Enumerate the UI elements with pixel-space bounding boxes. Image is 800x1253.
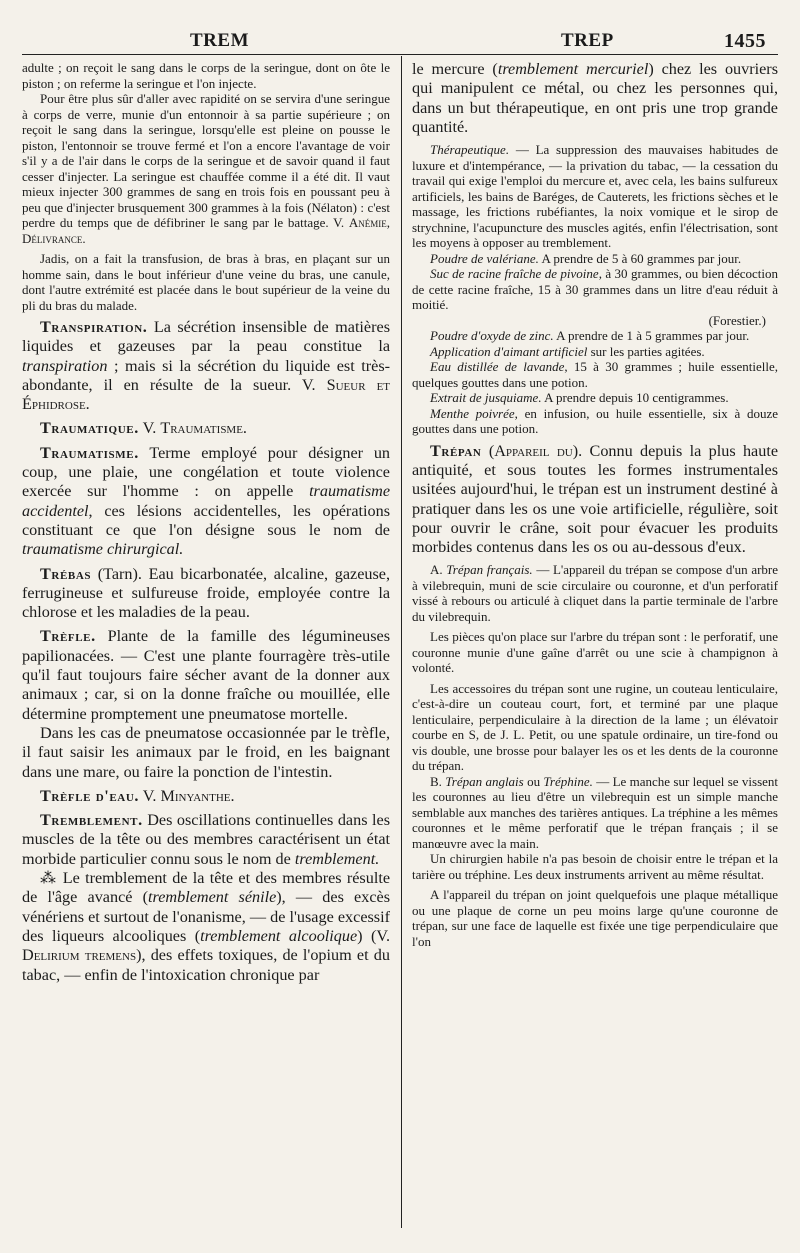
headword: Tremblement. [40, 811, 143, 830]
transfusion-continuation: adulte ; on reçoit le sang dans le corps de la seringue, dont on ôte le piston ; on referme la seringue et l'on injecte. [22, 60, 390, 91]
remedy-valeriane: Poudre de valériane. A prendre de 5 à 60 grammes par jour. [430, 250, 742, 266]
entry-trepan: Trépan (Appareil du). Connu depuis la plus haute antiquité, et sous toutes les formes instrumentales usitées aujourd'hui, le trépan est un instrument destiné à pratiquer dans les os une voie artificielle, régulière, soit pour ouvrir le crâne, soit pour évacuer les produits morbides contenus dans les os ou au-dessous d'eux. [412, 441, 778, 557]
transfusion-paragraph: Pour être plus sûr d'aller avec rapidité on se servira d'une seringue à corps de verre, munie d'un entonnoir à sa partie supérieure ; on reçoit le sang dans la seringue, lorsqu'elle est pleine on pousse le piston, l'entonnoir se trouve fermé et l'on a encore l'avantage de voir s'il y a de l'air dans le corps de la seringue et de savoir quand il faut cesser d'injecter. La seringue est chauffée comme il a été dit. Il vaut mieux injecter 300 grammes de sang en trois fois en poussant peu à peu que d'injecter brusquement 300 grammes à la fois (Nélaton) : c'est perdre du temps que de défibriner le sang par le battage. V. Anémie, Délivrance. [22, 91, 390, 246]
trepan-chirurgien: Un chirurgien habile n'a pas besoin de choisir entre le trépan et la tarière ou tréphine. Les deux instruments arrivent au même résultat. [412, 851, 778, 882]
headword: Traumatique. [40, 419, 139, 438]
trepan-pieces: Les pièces qu'on place sur l'arbre du trépan sont : le perforatif, une couronne munie d'une gaîne d'arrêt ou une scie à champignon à volonté. [412, 629, 778, 676]
running-head-right: TREP [561, 30, 614, 51]
cross-reference: Sueur et Éphidrose. [22, 375, 390, 414]
trepan-appareil: A l'appareil du trépan on joint quelquefois une plaque métallique ou une plaque de corne un peu moins large qu'une couronne de trépan, sur une face de laquelle est fixée une tige perpendiculaire que l'on [412, 887, 778, 949]
right-column [412, 60, 778, 1240]
headword: Trébas [40, 564, 92, 583]
entry-tremblement-causes: ⁂ Le tremblement de la tête et des membres résulte de l'âge avancé (tremblement sénile), — des excès vénériens et surtout de l'onanisme, — de l'usage excessif des liqueurs alcooliques (tremblement alcoolique) (V. Delirium tremens), des effets toxiques, de l'opium et du tabac, — enfin de l'intoxication chronique par [22, 869, 390, 984]
headword: Transpiration. [40, 318, 148, 336]
citation: (Forestier.) [708, 312, 766, 328]
trepan-francais: A. Trépan français. — L'appareil du trépan se compose d'un arbre à vilebrequin, muni de scie circulaire ou couronne, et d'un perforatif vissé à rebours ou articulé à cliquet dans la partie terminale de l'arbre du vilebrequin. [412, 562, 778, 624]
remedy-menthe: Menthe poivrée, en infusion, ou huile essentielle, six à douze gouttes dans une potion. [412, 405, 778, 437]
cross-reference: Minyanthe. [160, 786, 235, 805]
entry-trefle: Trèfle. Plante de la famille des légumineuses papilionacées. — C'est une plante fourragère très-utile qu'il faut toujours faire sécher avant de la donner aux animaux ; car, si on la donne fraîche ou mouillée, elle détermine promptement une pneumatose mortelle. [22, 627, 390, 723]
trepan-accessoires: Les accessoires du trépan sont une rugine, un couteau lenticulaire, c'est-à-dire un couteau court, fort, et terminé par une plaque lenticulaire, perpendiculaire à la direction de la lame ; un élévatoir courbe en S, de J. L. Petit, ou une spatule ordinaire, un tire-fond ou vis double, une brosse pour balayer les os et les dents de la couronne du trépan. [412, 680, 778, 774]
remedy-pivoine: Suc de racine fraîche de pivoine, à 30 grammes, ou bien décoction de cette racine fraîche, 15 à 30 grammes dans un litre d'eau réduit à moitié. [412, 266, 778, 313]
therapeutique-paragraph: Thérapeutique. — La suppression des mauvaises habitudes de luxure et d'intempérance, — la privation du tabac, — la cessation du travail qui exige l'emploi du mercure et, avec cela, les bains sulfureux artificiels, les bains de Baréges, de Cauterets, les frictions sèches et le massage, les frictions rubéfiantes, la noix vomique et le sirop de strychnine, l'acupuncture des muscles agités, enfin l'électrisation, sont les moyens à opposer au tremblement. [412, 142, 778, 251]
column-divider [401, 56, 402, 1228]
entry-traumatisme: Traumatisme. Terme employé pour désigner un coup, une plaie, une congélation et toute violence exercée sur l'homme : on appelle traumatisme accidentel, ces lésions accidentelles, les opérations constituant ce que l'on désigne sous le nom de traumatisme chirurgical. [22, 443, 390, 559]
entry-trebas: Trébas (Tarn). Eau bicarbonatée, alcaline, gazeuse, ferrugineuse et sulfureuse froide, employée contre la chlorose et les maladies de la peau. [22, 564, 390, 622]
entry-trefle-d-eau: Trèfle d'eau. V. Minyanthe. [40, 786, 235, 805]
cross-reference: Delirium tremens [22, 946, 137, 965]
transfusion-history: Jadis, on a fait la transfusion, de bras à bras, en plaçant sur un homme sain, dans le bout inférieur d'une veine du bras, une canule, dont l'autre extrémité est placée dans le bout supérieur de la veine du pli du bras du malade. [22, 251, 390, 313]
headword: Trèfle d'eau. [40, 786, 140, 805]
asterism: ⁂ [40, 869, 58, 888]
header-rule [22, 54, 778, 55]
entry-transpiration: Transpiration. La sécrétion insensible de matières liquides et gazeuses par la peau constitue la transpiration ; mais si la sécrétion du liquide est très-abondante, il en résulte de la sueur. V. Sueur et Éphidrose. [22, 318, 390, 414]
entry-traumatique: Traumatique. V. Traumatisme. [40, 419, 247, 438]
remedy-jusquiame: Extrait de jusquiame. A prendre depuis 10 centigrammes. [430, 390, 729, 406]
headword: Traumatisme. [40, 443, 139, 462]
running-head-left: TREM [190, 30, 249, 51]
remedy-zinc: Poudre d'oxyde de zinc. A prendre de 1 à 5 grammes par jour. [430, 328, 750, 344]
section-label: Thérapeutique. [430, 142, 510, 158]
trepan-anglais: B. Trépan anglais ou Tréphine. — Le manche sur lequel se vissent les couronnes au lieu d'être un vilebrequin est un simple manche semblable aux manches des tarières antiques. La tréphine a les mêmes couronnes et le même perforatif que le trépan français ; il se manœuvre avec la main. [412, 773, 778, 851]
cross-reference: Anémie, Délivrance. [22, 215, 390, 246]
entry-trefle-paragraph: Dans les cas de pneumatose occasionnée par le trèfle, il faut saisir les animaux par le froid, en les baignant dans une mare, ou faire la ponction de l'intestin. [22, 723, 390, 781]
headword: Trèfle. [40, 627, 96, 646]
remedy-lavande: Eau distillée de lavande, 15 à 30 grammes ; huile essentielle, quelques gouttes dans une potion. [412, 359, 778, 390]
entry-tremblement: Tremblement. Des oscillations continuelles dans les muscles de la tête ou des membres caractérisent un état morbide particulier connu sous le nom de tremblement. [22, 811, 390, 868]
page-number: 1455 [724, 30, 766, 52]
headword: Trépan [430, 441, 482, 460]
tremblement-continuation: le mercure (tremblement mercuriel) chez les ouvriers qui manipulent ce métal, ou chez les personnes qui, dans un but thérapeutique, en ont pris une trop grande quantité. [412, 60, 778, 136]
remedy-aimant: Application d'aimant artificiel sur les parties agitées. [430, 343, 705, 359]
cross-reference: Traumatisme. [160, 419, 247, 438]
left-column [22, 60, 390, 1240]
